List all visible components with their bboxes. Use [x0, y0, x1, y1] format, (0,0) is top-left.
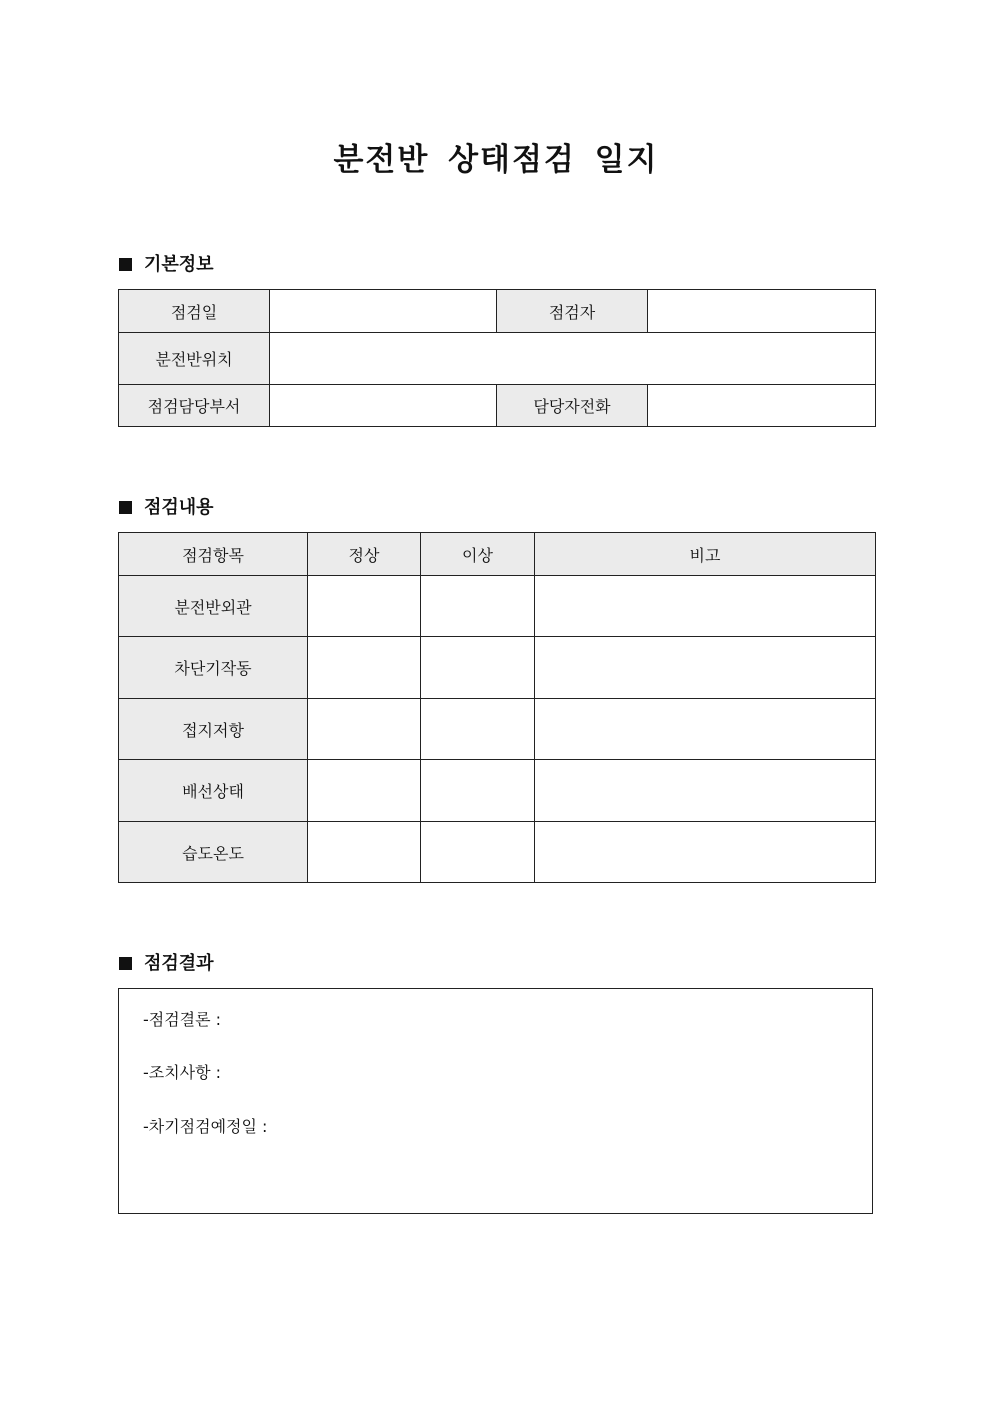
remarks-cell[interactable] — [535, 576, 876, 637]
square-bullet-icon — [119, 258, 132, 271]
abnormal-cell[interactable] — [421, 760, 535, 822]
remarks-cell[interactable] — [535, 760, 876, 822]
inspector-field[interactable] — [648, 290, 876, 333]
panel-location-field[interactable] — [270, 333, 876, 385]
item-label: 분전반외관 — [119, 576, 308, 637]
next-date-label: -차기점검예정일 : — [143, 1117, 268, 1136]
remarks-cell[interactable] — [535, 637, 876, 699]
normal-cell[interactable] — [308, 760, 421, 822]
inspection-date-field[interactable] — [270, 290, 497, 333]
item-label: 차단기작동 — [119, 637, 308, 699]
page-title: 분전반 상태점검 일지 — [333, 142, 659, 178]
table-row — [119, 760, 876, 822]
abnormal-cell[interactable] — [421, 699, 535, 760]
column-header-remarks: 비고 — [535, 533, 876, 576]
department-field[interactable] — [270, 385, 497, 427]
column-header-item: 점검항목 — [119, 533, 308, 576]
item-label: 습도온도 — [119, 822, 308, 883]
column-header-normal: 정상 — [308, 533, 421, 576]
column-header-abnormal: 이상 — [421, 533, 535, 576]
remarks-cell[interactable] — [535, 822, 876, 883]
abnormal-cell[interactable] — [421, 637, 535, 699]
basic-info-heading-text: 기본정보 — [144, 254, 214, 275]
normal-cell[interactable] — [308, 822, 421, 883]
contact-phone-field[interactable] — [648, 385, 876, 427]
normal-cell[interactable] — [308, 576, 421, 637]
inspection-result-box[interactable] — [118, 988, 873, 1214]
department-label: 점검담당부서 — [119, 385, 270, 427]
item-label: 배선상태 — [119, 760, 308, 822]
inspector-label: 점검자 — [497, 290, 648, 333]
contact-phone-label: 담당자전화 — [497, 385, 648, 427]
table-row — [119, 290, 876, 333]
basic-info-table — [118, 289, 876, 427]
inspection-content-table — [118, 532, 876, 883]
table-header-row — [119, 533, 876, 576]
inspection-content-heading-text: 점검내용 — [144, 497, 214, 518]
action-label: -조치사항 : — [143, 1063, 222, 1082]
inspection-result-heading — [119, 952, 214, 976]
inspection-content-heading — [119, 496, 214, 520]
table-row — [119, 699, 876, 760]
abnormal-cell[interactable] — [421, 576, 535, 637]
inspection-result-heading-text: 점검결과 — [144, 953, 214, 974]
table-row — [119, 333, 876, 385]
table-row — [119, 576, 876, 637]
normal-cell[interactable] — [308, 699, 421, 760]
conclusion-label: -점검결론 : — [143, 1010, 222, 1029]
table-row — [119, 637, 876, 699]
inspection-date-label: 점검일 — [119, 290, 270, 333]
table-row — [119, 385, 876, 427]
panel-location-label: 분전반위치 — [119, 333, 270, 385]
table-row — [119, 822, 876, 883]
square-bullet-icon — [119, 501, 132, 514]
basic-info-heading — [119, 253, 214, 277]
item-label: 접지저항 — [119, 699, 308, 760]
normal-cell[interactable] — [308, 637, 421, 699]
remarks-cell[interactable] — [535, 699, 876, 760]
abnormal-cell[interactable] — [421, 822, 535, 883]
square-bullet-icon — [119, 957, 132, 970]
